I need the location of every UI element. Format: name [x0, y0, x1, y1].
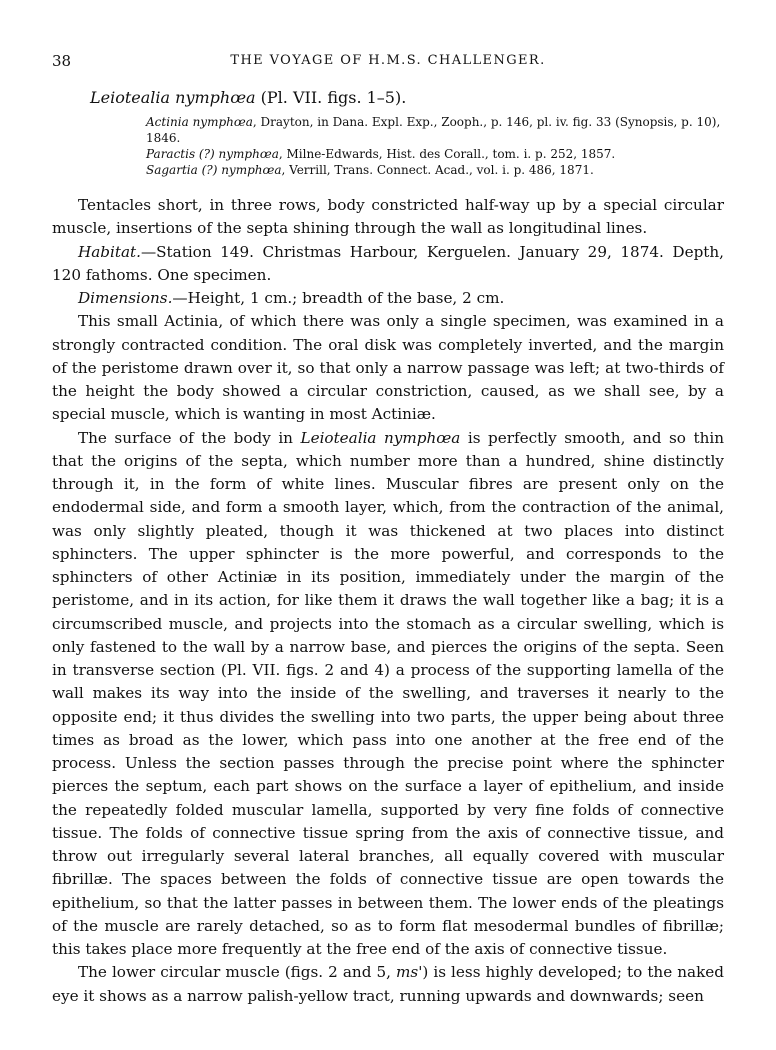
synonym-entry: [146, 146, 736, 162]
synonym-reference: , Drayton, in Dana. Expl. Exp., Zooph., p. 146, pl. iv. fig. 33 (Synopsis, p. 10),: [252, 115, 721, 129]
body-text: [52, 194, 724, 1008]
lower-muscle-paragraph: [52, 961, 724, 1008]
running-title: THE VOYAGE OF H.M.S. CHALLENGER.: [230, 53, 546, 68]
synonym-reference: , Milne-Edwards, Hist. des Corall., tom. i. p. 252, 1857.: [278, 147, 616, 161]
habitat-text: —Station 149. Christmas Harbour, Kerguelen. January 29, 1874. Depth, 120 fathoms. One specimen.: [52, 242, 724, 284]
synonym-entry: [146, 162, 736, 178]
diagnosis-paragraph: Tentacles short, in three rows, body constricted half-way up by a special circular muscle, insertions of the septa shining through the wall as longitudinal lines.: [52, 196, 724, 238]
synonym-name: Actinia nymphœa: [146, 115, 253, 129]
dimensions-paragraph: [52, 287, 724, 310]
synonym-entry-continuation: 1846.: [146, 131, 181, 145]
synonym-entry: [146, 114, 736, 130]
synonymy-list: [146, 114, 736, 178]
synonym-reference: , Verrill, Trans. Connect. Acad., vol. i. p. 486, 1871.: [281, 163, 594, 177]
description-paragraph: This small Actinia, of which there was only a single specimen, was examined in a strongly contracted condition. The oral disk was completely inverted, and the margin of the peristome drawn over it, so that only a narrow passage was left; at two-thirds of the height the body showed a circular constriction, caused, as we shall see, by a special muscle, which is wanting in most Actiniæ.: [52, 312, 724, 424]
species-heading: [90, 88, 406, 107]
synonym-name: Paractis (?) nymphœa: [146, 147, 279, 161]
synonym-name: Sagartia (?) nymphœa: [146, 163, 282, 177]
surface-paragraph: [52, 427, 724, 962]
page-header: [52, 52, 724, 74]
dimensions-text: —Height, 1 cm.; breadth of the base, 2 cm.: [172, 289, 505, 307]
figure-label: ms': [396, 963, 423, 982]
habitat-paragraph: [52, 241, 724, 288]
lower-muscle-text-end: ) is less highly developed; to the naked eye it shows as a narrow palish-yellow tract, running upwards and downwards; seen: [52, 963, 724, 1005]
page-number: 38: [52, 52, 72, 70]
dimensions-label: Dimensions.: [78, 289, 173, 307]
species-name-inline: Leiotealia nymphœa: [300, 428, 461, 447]
species-name: Leiotealia nymphœa: [90, 88, 256, 107]
surface-text-start: The surface of the body in: [78, 428, 301, 447]
plate-reference: (Pl. VII. figs. 1–5).: [260, 88, 407, 107]
habitat-label: Habitat.: [78, 242, 141, 261]
lower-muscle-text-start: The lower circular muscle (figs. 2 and 5,: [78, 963, 397, 982]
surface-text-body: is perfectly smooth, and so thin that the origins of the septa, which number more than a hundred, shine distinctly through it, in the form of white lines. Muscular fibres are present only on the endodermal side, and form a smooth layer, which, from the contraction of the animal, was only slightly pleated, though it was thickened at two places into distinct sphincters. The upper sphincter is the more powerful, and corresponds to the sphincters of other Actiniæ in its position, immediately under the margin of the peristome, and in its action, for like them it draws the wall together like a bag; it is a circumscribed muscle, and projects into the stomach as a circular swelling, which is only fastened to the wall by a narrow base, and pierces the origins of the septa. Seen in transverse section (Pl. VII. figs. 2 and 4) a process of the supporting lamella of the wall makes its way into the inside of the swelling, and traverses it nearly to the opposite end; it thus divides the swelling into two parts, the upper being about three times as broad as the lower, which pass into one another at the free end of the process. Unless the section passes through the precise point where the sphincter pierces the septum, each part shows on the surface a layer of epithelium, and inside the repeatedly folded muscular lamella, supported by very fine folds of connective tissue. The folds of connective tissue spring from the axis of connective tissue, and throw out irregularly several lateral branches, all equally covered with muscular fibrillæ. The spaces between the folds of connective tissue are open towards the epithelium, so that the latter passes in between them. The lower ends of the pleatings of the muscle are rarely detached, so as to form flat mesodermal bundles of fibrillæ; this takes place more frequently at the free end of the axis of connective tissue.: [52, 428, 724, 958]
